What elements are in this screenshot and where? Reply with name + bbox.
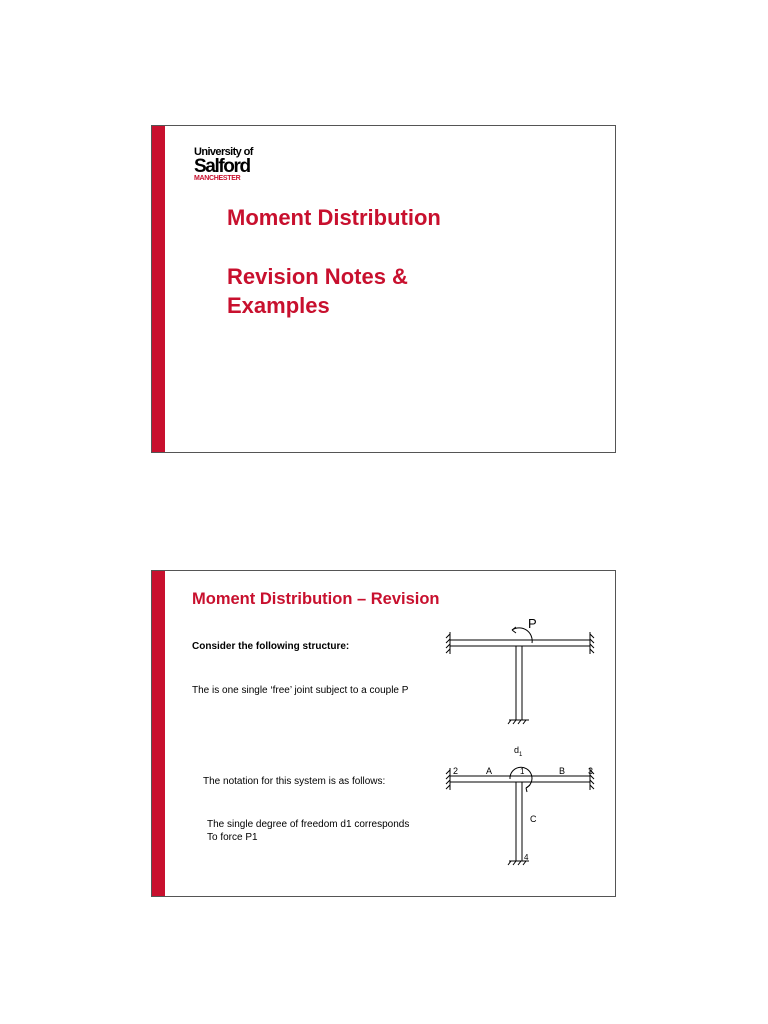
node-label-1: 1 [520,767,525,776]
member-label-c: C [530,814,537,824]
member-label-b: B [559,766,566,776]
single-joint-text: The is one single ‘free’ joint subject to a couple P [192,685,409,696]
structure-diagram [442,616,602,731]
university-logo [194,147,253,182]
member-label-a: A [486,766,493,776]
revision-slide [151,570,616,897]
dof-text-line-1: The single degree of freedom d1 corresponds [207,819,410,830]
red-stripe [152,571,165,896]
dof-label-d: d [514,745,520,755]
notation-diagram [442,741,602,876]
logo-line-3: MANCHESTER [194,175,241,182]
title-slide [151,125,616,453]
dof-label-subscript: 1 [519,752,523,758]
load-label-p: P [528,616,537,631]
subtitle-line-1: Revision Notes & [227,264,408,289]
node-label-4: 4 [524,853,529,862]
logo-line-1: University of [194,146,253,158]
node-label-2: 2 [453,766,459,776]
notation-text: The notation for this system is as follows: [203,776,386,787]
consider-text: Consider the following structure: [192,641,350,652]
logo-line-2: Salford [194,156,250,177]
subtitle-line-2: Examples [227,293,330,318]
slide-subtitle [227,262,408,320]
red-stripe [152,126,165,452]
node-label-3: 3 [588,766,594,776]
slide-heading: Moment Distribution – Revision [192,590,440,608]
slide-title: Moment Distribution [227,205,441,230]
dof-text-line-2: To force P1 [207,832,258,843]
